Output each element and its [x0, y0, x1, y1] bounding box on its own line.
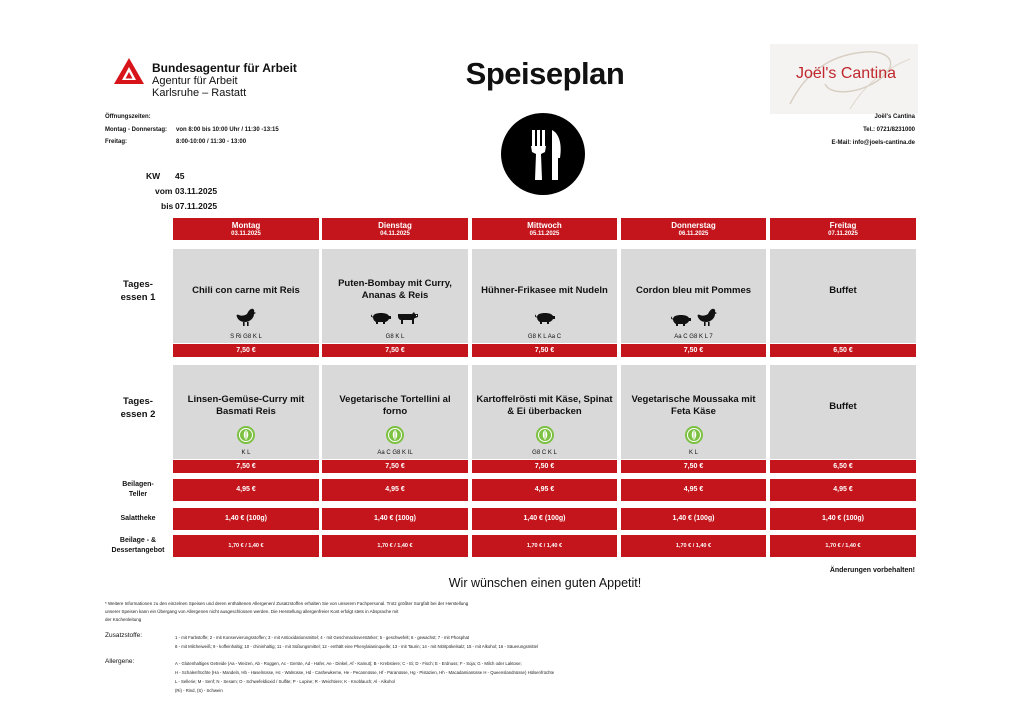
meal1-cell — [770, 249, 916, 343]
day-header-dienstag — [322, 218, 468, 240]
beilagen-price-cell: 4,95 € — [621, 479, 766, 501]
meal2-cell — [173, 365, 319, 459]
org-name: Bundesagentur für Arbeit — [152, 61, 297, 75]
beilagen-price-cell: 4,95 € — [322, 479, 468, 501]
day-date: 04.11.2025 — [380, 231, 410, 237]
dish-name: Hühner-Frikasee mit Nudeln — [481, 285, 608, 296]
salat-price-cell: 1,40 € (100g) — [322, 508, 468, 530]
kw-label: KW — [146, 171, 161, 181]
hours-row2-value: 8:00-10:00 / 11:30 - 13:00 — [176, 139, 247, 145]
meal2-price: 7,50 € — [621, 460, 766, 473]
meal1-cell — [621, 249, 766, 343]
day-date: 07.11.2025 — [828, 231, 858, 237]
to-label: bis — [161, 201, 174, 211]
zusatzstoffe-line-1: 1 - mit Farbstoffe; 2 - mit Konservierungsstoffen; 3 - mit Antioxidationsmittel; 4 - mit Geschmacksverstärker; 5 - geschwefelt; 6 - gewachst; 7 - mit Phosphat — [175, 635, 470, 640]
salat-price-cell: 1,40 € (100g) — [173, 508, 319, 530]
contact-phone: Tel.: 0721/8231000 — [863, 127, 915, 133]
meat-type-icons — [472, 425, 617, 445]
meal1-price: 6,50 € — [770, 344, 916, 357]
dish-name: Puten-Bombay mit Curry, Ananas & Reis — [338, 278, 452, 301]
day-header-donnerstag — [621, 218, 766, 240]
pig-icon — [370, 307, 392, 325]
hours-title: Öffnungszeiten: — [105, 114, 151, 120]
meal2-price: 7,50 € — [322, 460, 468, 473]
salat-price-cell: 1,40 € (100g) — [472, 508, 617, 530]
dessert-price-cell: 1,70 € / 1,40 € — [322, 535, 468, 557]
contact-email: E-Mail: info@joels-cantina.de — [831, 140, 915, 146]
allergen-note-1: * Weitere Informationen zu den einzelnen Speisen und deren enthaltenen Allergenen/ Zusatzstoffen erhalten Sie von unserem Fachpersonal. Trotz größter Sorgfalt bei der Herstellung — [105, 601, 469, 606]
page-title: Speiseplan — [465, 56, 625, 91]
meal1-price: 7,50 € — [173, 344, 319, 357]
day-name: Mittwoch — [527, 221, 562, 230]
row-label-meal1: Tages- essen 1 — [120, 279, 156, 303]
day-header-mittwoch — [472, 218, 617, 240]
allergen-codes: Aa C G8 K IL — [377, 450, 413, 456]
dish-name: Chili con carne mit Reis — [192, 285, 300, 296]
day-header-freitag — [770, 218, 916, 240]
cow-icon — [396, 307, 420, 325]
chicken-icon — [235, 307, 257, 327]
dish-name: Linsen-Gemüse-Curry mit Basmati Reis — [187, 394, 305, 417]
kw-number: 45 — [175, 171, 185, 181]
dessert-price-cell: 1,70 € / 1,40 € — [472, 535, 617, 557]
greeting: Wir wünschen einen guten Appetit! — [448, 576, 642, 590]
bundesagentur-logo-icon — [113, 57, 145, 85]
dessert-price-cell: 1,70 € / 1,40 € — [621, 535, 766, 557]
meal2-cell — [621, 365, 766, 459]
to-date: 07.11.2025 — [175, 201, 218, 211]
meat-type-icons — [472, 307, 617, 325]
allergen-codes: G8 K L Aa C — [527, 334, 562, 340]
day-name: Montag — [231, 221, 261, 230]
allergen-codes: G8 C K L — [532, 450, 557, 456]
allergene-line-4: (Ri) - Rind, (S) - Schwein — [175, 688, 223, 693]
beilagen-price-cell: 4,95 € — [770, 479, 916, 501]
from-label: vom — [155, 186, 173, 196]
allergen-codes: G8 K L — [385, 334, 405, 340]
row-label-beilagen: Beilagen- Teller — [122, 481, 154, 498]
allergene-line-3: L - Sellerie; M - Senf; N - Sesam; O - Schwefeldioxid / Sulfite; P - Lupine; R - Weichtiere; K - Knoblauch; Al - Alkohol — [175, 679, 395, 684]
meal1-cell — [472, 249, 617, 343]
row-label-meal2: Tages- essen 2 — [120, 396, 156, 420]
allergen-codes: S Ri G8 K L — [230, 334, 262, 340]
pig-icon — [670, 309, 692, 327]
meal2-cell — [322, 365, 468, 459]
dish-name: Vegetarische Moussaka mit Feta Käse — [631, 394, 756, 417]
row-label-salat: Salattheke — [120, 515, 156, 522]
meal1-cell — [173, 249, 319, 343]
dish-name: Buffet — [829, 401, 857, 412]
vegetarian-icon — [684, 425, 704, 445]
brand-name: Joël's Cantina — [796, 65, 896, 82]
row-label-dessert: Beilage - & Dessertangebot — [111, 537, 165, 554]
dish-name: Buffet — [829, 285, 857, 296]
meal2-cell — [770, 365, 916, 459]
meat-type-icons — [322, 425, 468, 445]
from-date: 03.11.2025 — [175, 186, 218, 196]
hours-row1-value: von 8:00 bis 10:00 Uhr / 11:30 -13:15 — [176, 127, 279, 133]
allergen-note-2: unserer Speisen kann ein Übergang von Allergenen nicht ausgeschlossen werden. Die Herstellung allergenfreier Kost erfolgt stets in Absprache mit — [105, 609, 399, 614]
day-name: Donnerstag — [671, 221, 716, 230]
zusatzstoffe-line-2: 8 - mit Milcheiweiß; 9 - koffeinhaltig; 10 - chininhaltig; 11 - mit Süßungsmittel; 12 - enthält eine Phenylalaninquelle; 13 - mit Taurin; 14 - mit Nitritpökelsalz; 15 - mit Alkohol; 16 - Säuerungsmittel — [175, 644, 539, 649]
allergen-codes: Aa C G8 K L 7 — [674, 334, 713, 340]
dish-name: Kartoffelrösti mit Käse, Spinat & Ei überbacken — [476, 394, 613, 417]
meal1-price: 7,50 € — [621, 344, 766, 357]
contact-name: Joël's Cantina — [874, 114, 915, 120]
meat-type-icons — [621, 425, 766, 445]
allergen-codes: K L — [241, 450, 251, 456]
allergen-note-3: der Küchenleitung — [105, 617, 142, 622]
zusatzstoffe-label: Zusatzstoffe: — [105, 632, 143, 639]
meal2-price: 6,50 € — [770, 460, 916, 473]
fork-knife-icon — [500, 112, 586, 196]
day-name: Freitag — [829, 221, 857, 230]
allergen-codes: K L — [688, 450, 698, 456]
meat-type-icons — [173, 307, 319, 327]
day-date: 06.11.2025 — [678, 231, 709, 237]
salat-price-cell: 1,40 € (100g) — [770, 508, 916, 530]
vegetarian-icon — [535, 425, 555, 445]
day-header-montag — [173, 218, 319, 240]
meat-type-icons — [173, 425, 319, 445]
org-subtitle-2: Karlsruhe – Rastatt — [152, 87, 247, 99]
meal2-price: 7,50 € — [472, 460, 617, 473]
dish-name: Vegetarische Tortellini al forno — [339, 394, 451, 417]
beilagen-price-cell: 4,95 € — [472, 479, 617, 501]
beilagen-price-cell: 4,95 € — [173, 479, 319, 501]
dessert-price-cell: 1,70 € / 1,40 € — [173, 535, 319, 557]
meal2-cell — [472, 365, 617, 459]
vegetarian-icon — [236, 425, 256, 445]
meat-type-icons — [621, 307, 766, 327]
meal2-price: 7,50 € — [173, 460, 319, 473]
pig-icon — [534, 307, 556, 325]
allergene-line-1: A - Glutenhaltiges Getreide (Aa - Weizen, Ab - Roggen, Ac - Gerste, Ad - Hafer, Ae - Dinkel, Af - Kamut); B - Krebstiere; C - Ei; D - Fisch; E - Erdnuss; F - Soja; G - Milch oder Laktose; — [175, 661, 522, 666]
changes-note: Änderungen vorbehalten! — [829, 567, 915, 574]
chicken-icon — [696, 307, 718, 327]
salat-price-cell: 1,40 € (100g) — [621, 508, 766, 530]
allergene-line-2: H - Schalenfrüchte (Ha - Mandeln, Hb - Haselnüsse, Hc - Walnüsse, Hd - Cashewkerne, He - Pecannüsse, Hf - Paranüsse, Hg - Pistazien, Hh - Macadamianüsse H - Queenslandnüsse) Hülsenfrüchte — [175, 670, 555, 675]
meal1-price: 7,50 € — [472, 344, 617, 357]
hours-row2-label: Freitag: — [105, 139, 128, 145]
day-name: Dienstag — [378, 221, 412, 230]
org-subtitle-1: Agentur für Arbeit — [152, 75, 238, 87]
meal1-price: 7,50 € — [322, 344, 468, 357]
meat-type-icons — [322, 307, 468, 325]
day-date: 03.11.2025 — [231, 231, 261, 237]
hours-row1-label: Montag - Donnerstag: — [105, 127, 167, 133]
allergene-label: Allergene: — [105, 658, 135, 665]
day-date: 05.11.2025 — [529, 231, 560, 237]
vegetarian-icon — [385, 425, 405, 445]
dessert-price-cell: 1,70 € / 1,40 € — [770, 535, 916, 557]
meal1-cell — [322, 249, 468, 343]
dish-name: Cordon bleu mit Pommes — [635, 285, 752, 296]
